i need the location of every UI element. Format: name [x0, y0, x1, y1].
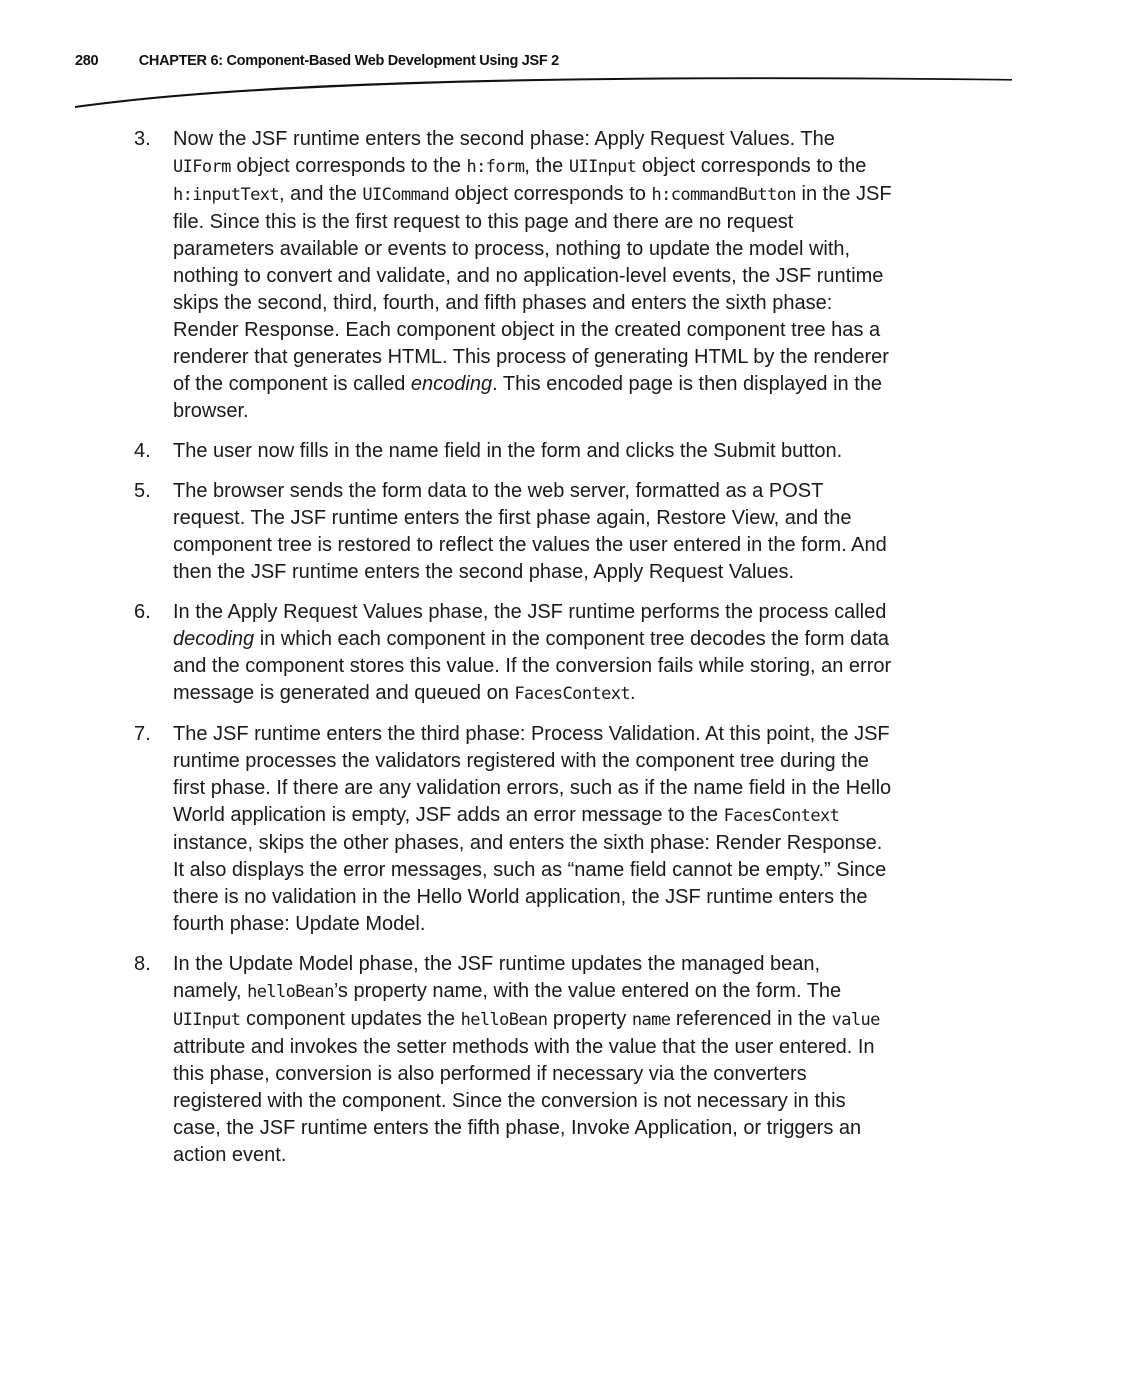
page-number: 280 [75, 53, 99, 69]
text-run: The user now fills in the name field in the form and clicks the Submit button. [173, 440, 843, 462]
step-list [134, 126, 894, 1182]
code-term: name [631, 1010, 671, 1030]
code-term: UIForm [173, 157, 231, 177]
code-term: UICommand [362, 185, 450, 205]
code-term: value [831, 1010, 880, 1030]
text-run: in the JSF file. Since this is the first request to this page and there are no request parameters available or events to process, nothing to update the model with, nothing to convert and validate, and no application-level events, the JSF runtime skips the second, third, fourth, and fifth phases and enters the sixth phase: Render Response. Each component object in the created component tree has a renderer that generates HTML. This process of generating HTML by the renderer of the component is called [173, 183, 892, 395]
code-term: helloBean [460, 1010, 548, 1030]
emphasized-term: decoding [173, 628, 255, 650]
chapter-title: CHAPTER 6: Component-Based Web Development Using JSF 2 [138, 53, 559, 69]
step-item [134, 951, 894, 1169]
step-number: 6. [134, 601, 151, 623]
step-text [173, 480, 887, 583]
code-term: UIInput [173, 1010, 241, 1030]
text-run: property [547, 1008, 632, 1030]
text-run: In the Apply Request Values phase, the JSF runtime performs the process called [173, 601, 887, 623]
step-text [173, 601, 891, 704]
step-item [134, 721, 894, 938]
text-run: The JSF runtime enters the third phase: Process Validation. At this point, the JSF runtime processes the validators registered with the component tree during the first phase. If there are any validation errors, such as if the name field in the Hello World application is empty, JSF adds an error message to the [173, 723, 892, 826]
text-run: . This encoded page is then displayed in the browser. [173, 373, 883, 422]
code-term: FacesContext [723, 806, 840, 826]
text-run: component updates the [240, 1008, 461, 1030]
text-run: The browser sends the form data to the web server, formatted as a POST request. The JSF runtime enters the first phase again, Restore View, and the component tree is restored to reflect the values the user entered in the form. And then the JSF runtime enters the second phase, Apply Request Values. [173, 480, 887, 583]
code-term: h:commandButton [651, 185, 796, 205]
header-rule [0, 0, 1125, 120]
step-item [134, 438, 894, 465]
code-term: UIInput [568, 157, 637, 177]
step-number: 7. [134, 723, 151, 745]
step-item [134, 478, 894, 586]
text-run: In the Update Model phase, the JSF runtime updates the managed bean, namely, [173, 953, 821, 1002]
step-text [173, 440, 842, 462]
step-item [134, 599, 894, 708]
step-text [173, 723, 891, 935]
text-run: object corresponds to [449, 183, 652, 205]
step-text [173, 128, 892, 422]
code-term: FacesContext [514, 684, 630, 704]
text-run: Now the JSF runtime enters the second phase: Apply Request Values. The [173, 128, 835, 150]
text-run: . [630, 682, 636, 704]
text-run: instance, skips the other phases, and enters the sixth phase: Render Response. It also displays the error messages, such as “name field cannot be empty.” Since there is no validation in the Hello World application, the JSF runtime enters the fourth phase: Update Model. [173, 832, 887, 935]
text-run: , the [524, 155, 569, 177]
text-run: object corresponds to the [636, 155, 867, 177]
step-number: 3. [134, 128, 151, 150]
emphasized-term: encoding [410, 373, 493, 395]
step-number: 4. [134, 440, 151, 462]
code-term: helloBean [247, 982, 334, 1002]
step-text [173, 953, 880, 1166]
text-run: referenced in the [670, 1008, 832, 1030]
code-term: h:form [466, 157, 525, 177]
step-item [134, 126, 894, 425]
step-number: 5. [134, 480, 151, 502]
text-run: object corresponds to the [230, 155, 467, 177]
step-number: 8. [134, 953, 151, 975]
text-run: in which each component in the component tree decodes the form data and the component stores this value. If the conversion fails while storing, an error message is generated and queued on [173, 628, 892, 704]
text-run: ’s property name, with the value entered on the form. The [333, 980, 842, 1002]
text-run: attribute and invokes the setter methods with the value that the user entered. In this phase, conversion is also performed if necessary via the converters registered with the component. Since the conversion is not necessary in this case, the JSF runtime enters the fifth phase, Invoke Application, or triggers an action event. [173, 1036, 875, 1166]
code-term: h:inputText [173, 185, 279, 205]
text-run: , and the [278, 183, 363, 205]
